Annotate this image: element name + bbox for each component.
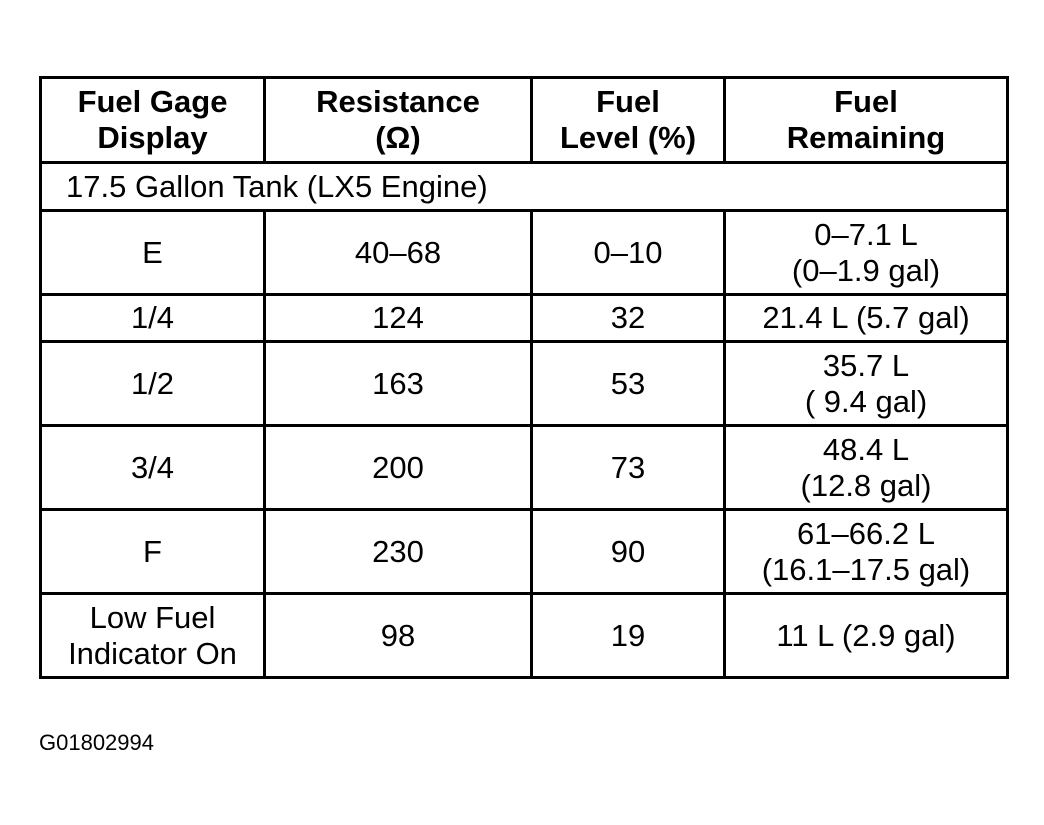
cell-line: E xyxy=(142,234,163,270)
resistance-cell: 124 xyxy=(265,295,532,342)
remaining-cell xyxy=(725,295,1008,342)
resistance-cell: 163 xyxy=(265,342,532,426)
cell-line: 61–66.2 L xyxy=(797,515,935,551)
cell-line: F xyxy=(143,533,162,569)
header-line: Resistance xyxy=(316,84,480,119)
display-cell xyxy=(41,594,265,678)
level-cell: 90 xyxy=(532,510,725,594)
cell-line: Low Fuel xyxy=(89,599,216,635)
resistance-cell: 98 xyxy=(265,594,532,678)
cell-line: 0–7.1 L xyxy=(814,216,918,252)
table-row xyxy=(41,295,1008,342)
level-cell: 0–10 xyxy=(532,211,725,295)
display-cell xyxy=(41,295,265,342)
table-row xyxy=(41,342,1008,426)
remaining-cell xyxy=(725,594,1008,678)
resistance-cell: 200 xyxy=(265,426,532,510)
table-row xyxy=(41,211,1008,295)
fuel-gage-table xyxy=(39,76,1009,679)
header-line: Level (%) xyxy=(559,120,697,155)
header-resistance xyxy=(265,78,532,163)
cell-line: 21.4 L (5.7 gal) xyxy=(762,300,970,335)
cell-line: 35.7 L xyxy=(822,347,910,383)
figure-code: G01802994 xyxy=(39,730,154,755)
header-fuel-gage-display xyxy=(41,78,265,163)
table-row xyxy=(41,510,1008,594)
resistance-cell: 230 xyxy=(265,510,532,594)
header-fuel-level xyxy=(532,78,725,163)
display-cell xyxy=(41,426,265,510)
remaining-cell xyxy=(725,426,1008,510)
section-row xyxy=(41,163,1008,211)
cell-line: (0–1.9 gal) xyxy=(791,252,941,288)
cell-line: 1/2 xyxy=(130,365,175,401)
level-cell: 19 xyxy=(532,594,725,678)
cell-line: 11 L (2.9 gal) xyxy=(776,617,956,653)
cell-line: (16.1–17.5 gal) xyxy=(761,551,971,587)
display-cell xyxy=(41,211,265,295)
resistance-cell: 40–68 xyxy=(265,211,532,295)
remaining-cell xyxy=(725,342,1008,426)
cell-line: 48.4 L xyxy=(822,431,910,467)
section-title: 17.5 Gallon Tank (LX5 Engine) xyxy=(41,163,1008,211)
table-header-row xyxy=(41,78,1008,163)
header-line: Display xyxy=(97,120,208,155)
display-cell xyxy=(41,342,265,426)
cell-line: (12.8 gal) xyxy=(800,467,932,503)
header-line: Remaining xyxy=(786,120,946,155)
cell-line: Indicator On xyxy=(68,635,237,671)
header-line: (Ω) xyxy=(375,120,421,155)
header-line: Fuel xyxy=(834,84,898,119)
cell-line: 3/4 xyxy=(130,449,175,485)
table-row xyxy=(41,594,1008,678)
remaining-cell xyxy=(725,211,1008,295)
level-cell: 73 xyxy=(532,426,725,510)
header-line: Fuel Gage xyxy=(77,84,228,119)
remaining-cell xyxy=(725,510,1008,594)
cell-line: 1/4 xyxy=(130,300,175,335)
display-cell xyxy=(41,510,265,594)
level-cell: 32 xyxy=(532,295,725,342)
cell-line: ( 9.4 gal) xyxy=(804,383,928,419)
header-line: Fuel xyxy=(596,84,660,119)
header-fuel-remaining xyxy=(725,78,1008,163)
table-row xyxy=(41,426,1008,510)
level-cell: 53 xyxy=(532,342,725,426)
